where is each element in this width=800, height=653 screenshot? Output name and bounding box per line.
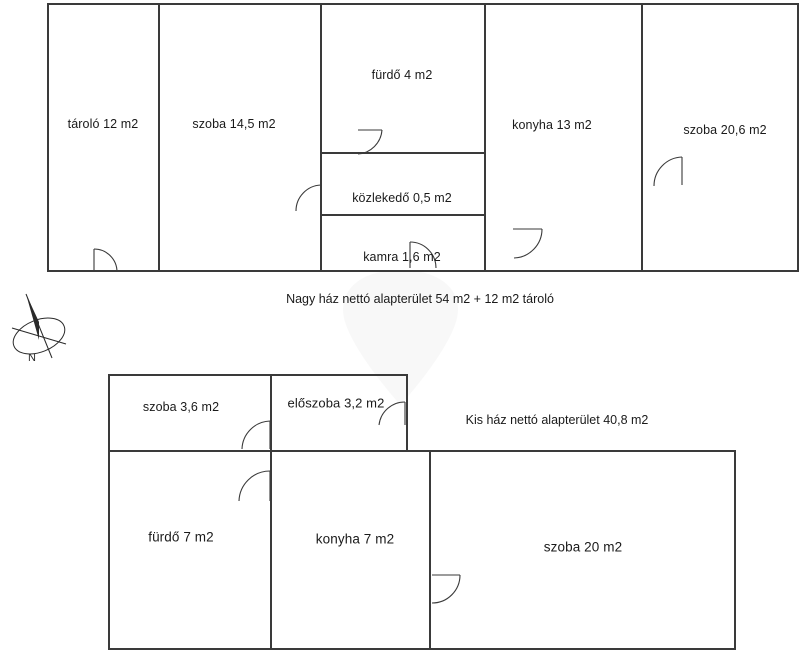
wall-big-h-hall-bottom [320, 214, 486, 216]
room-label-konyha-7: konyha 7 m2 [315, 531, 395, 547]
room-label-furdo-7: fürdő 7 m2 [148, 529, 214, 545]
room-label-kamra-1-6: kamra 1,6 m2 [363, 250, 441, 264]
wall-big-h-bath-bottom [320, 152, 486, 154]
wall-big-v4 [641, 3, 643, 272]
room-label-taroló-12: tároló 12 m2 [67, 117, 139, 131]
room-label-szoba-20-6: szoba 20,6 m2 [683, 123, 767, 137]
wall-small-left-upper [108, 374, 110, 452]
room-label-eloszoba: előszoba 3,2 m2 [287, 395, 385, 411]
room-label-szoba-3-6: szoba 3,6 m2 [142, 400, 220, 414]
room-label-szoba-20: szoba 20 m2 [543, 539, 623, 555]
door-icon-furdo [356, 130, 386, 158]
door-icon-taroló [94, 248, 120, 274]
door-icon-kozlekedo-west [295, 183, 323, 213]
wall-small-right-lower [734, 450, 736, 650]
wall-big-v3 [484, 3, 486, 272]
room-label-szoba-14-5: szoba 14,5 m2 [192, 117, 276, 131]
door-icon-szoba-3-6 [240, 420, 272, 452]
door-icon-konyha-7 [430, 573, 464, 607]
wall-big-v1 [158, 3, 160, 272]
wall-small-v-lower-2 [429, 450, 431, 650]
room-label-kozlekedo: közlekedő 0,5 m2 [352, 191, 452, 205]
caption-big-house-summary: Nagy ház nettó alapterület 54 m2 + 12 m2 tároló [286, 292, 554, 306]
watermark-logo [338, 270, 463, 405]
compass-icon [8, 292, 70, 370]
caption-small-house-summary: Kis ház nettó alapterület 40,8 m2 [465, 413, 649, 427]
wall-small-bottom [108, 648, 736, 650]
wall-big-v2 [320, 3, 322, 272]
wall-big-outer-left [47, 3, 49, 272]
door-icon-szoba-20-6 [650, 155, 684, 207]
door-icon-furdo-7 [236, 470, 272, 504]
door-icon-konyha-big [512, 228, 546, 260]
room-label-furdo-4: fürdő 4 m2 [371, 68, 433, 82]
wall-big-outer-right [797, 3, 799, 272]
wall-small-left-lower [108, 450, 110, 650]
compass-north-label: N [28, 352, 36, 364]
wall-small-h-lower-top [406, 450, 736, 452]
room-label-konyha-13: konyha 13 m2 [512, 118, 592, 132]
wall-small-top [108, 374, 408, 376]
